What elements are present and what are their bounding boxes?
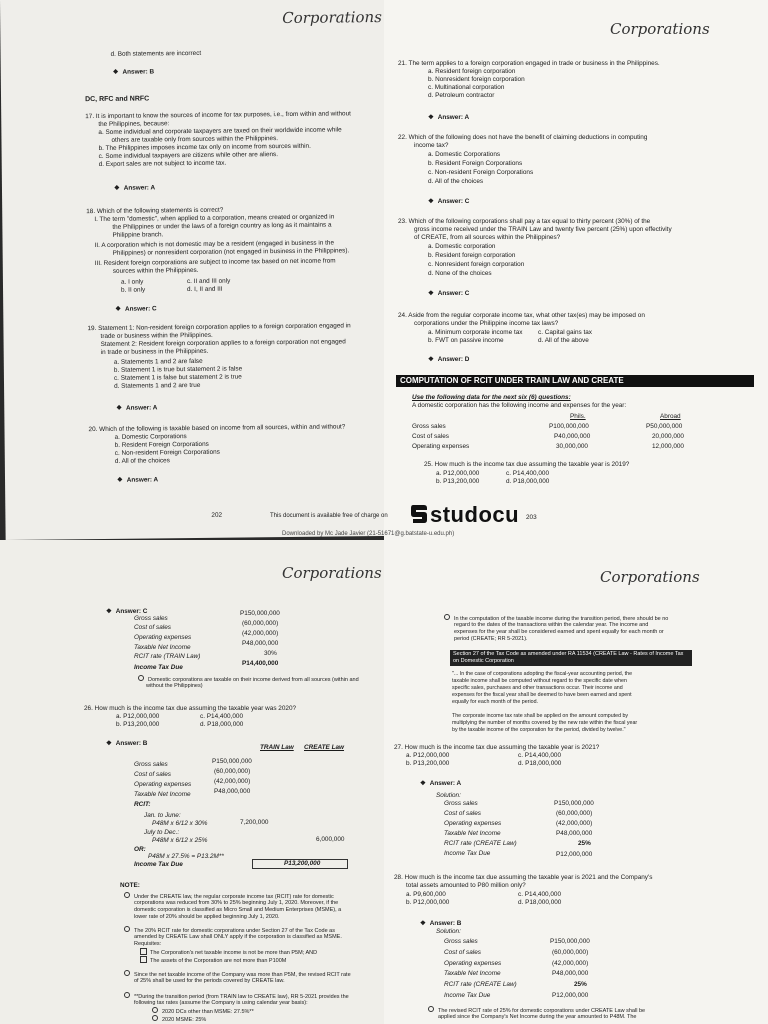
note-text: applied since the Company's Net Income during the year amounted to P48M. The: [438, 1014, 637, 1020]
answer-label: ❖ Answer: B: [106, 740, 148, 747]
answer-label: ❖ Answer: A: [113, 184, 156, 192]
data-intro: Use the following data for the next six (6) questions:: [412, 394, 571, 401]
answer-label: ❖ Answer: A: [116, 404, 158, 412]
download-info: Downloaded by Mc Jade Javier (21-51671@g.batstate-u.edu.ph): [282, 531, 455, 537]
solution-label: Solution:: [436, 792, 461, 799]
page-header: Corporations: [610, 20, 710, 38]
page-header: Corporations: [600, 568, 700, 586]
answer-label: ❖ Answer: B: [420, 920, 462, 927]
note-text: without the Philippines): [146, 683, 203, 689]
section-title: DC, RFC and NRFC: [85, 95, 150, 104]
solution-label: Solution:: [436, 928, 461, 935]
law-band: Section 27 of the Tax Code as amended under RA 11534 (CREATE Law - Rates of Income Tax on Domestic Corporation: [450, 650, 692, 666]
answer-label: ❖ Answer: A: [116, 476, 159, 484]
note-text: The revised RCIT rate of 25% for domestic corporations under CREATE Law shall be: [428, 1006, 645, 1015]
note-text: Domestic corporations are taxable on their income derived from all sources (within and: [138, 675, 359, 684]
studocu-brand[interactable]: studocu: [430, 502, 520, 527]
page-header: Corporations: [282, 564, 382, 582]
answer-label: ❖ Answer: A: [420, 780, 462, 787]
page-205: Corporations In the computation of the taxable income during the transition period, there should be no regard to the dates of the transactions within the calendar year. The income and expenses for the year shall be considered earned and spent equally for each month or period (CREATE; RR 5-2021). Section 27 of the Tax Code as amended under RA 11534 (CREATE Law - Rates of Income Tax on Domestic Corporation "... In the case of corporations adopting the fiscal-year accounting period, the taxable income shall be computed without regard to the specific date when specific sales, purchases and other transactions occur. Their income and expenses for the fiscal year shall be deemed to have been earned and spent equally for each month of the period. The corporate income tax rate shall be applied on the amount computed by multiplying the number of months covered by the new rate within the fiscal year by the taxable income of the corporation for the period, divided by twelve." 27. How much is the income tax due assuming the taxable year is 2021? a. P12,000,000 b. P13,200,000 c. P14,400,000 d. P18,000,000 ❖ Answer: A Solution: Gross sales P150,000,000 Cost of sales (60,000,000) Operating expenses (42,000,000) Taxable Net Income P48,000,000 RCIT rate (CREATE Law) 25% Income Tax Due P12,000,000 28. How much is the income tax due assuming the taxable year is 2021 and the Company's total assets amounted to P80 million only? a. P9,600,000 b. P12,000,000 c. P14,400,000 d. P18,000,000 ❖ Answer: B Solution: Gross sales P150,000,000 Cost of sales (60,000,000) Operating expenses (42,000,000) Taxable Net Income P48,000,000 RCIT rate (CREATE Law) 25% Income Tax Due P12,000,000 The revised RCIT rate of 25% for domestic corporations under CREATE Law shall be applied since the Company's Net Income during the year amounted to P48M. The: [384, 540, 768, 1024]
note-header: NOTE:: [120, 882, 140, 889]
footer-available: This document is available free of charge on: [270, 513, 388, 519]
col-header: Abroad: [660, 413, 681, 420]
option-text: d. Both statements are incorrect: [110, 49, 202, 58]
answer-label: ❖ Answer: B: [112, 68, 155, 76]
page-203: Corporations 21. The term applies to a foreign corporation engaged in trade or business in the Philippines. a. Resident foreign corporation b. Nonresident foreign corporation c. Multinational corporation d. Petroleum contractor ❖ Answer: A 22. Which of the following does not have the benefit of claiming deductions in computing income tax? a. Domestic Corporations b. Resident Foreign Corporations c. Non-resident Foreign Corporations d. All of the choices ❖ Answer: C 23. Which of the following corporations shall pay a tax equal to thirty percent (30%) of the gross income received under the TRAIN Law and twenty five percent (25%) upon effectivity of CREATE, from all sources within the Philippines? a. Domestic corporation b. Resident foreign corporation c. Nonresident foreign corporation d. None of the choices ❖ Answer: C 24. Aside from the regular corporate income tax, what other tax(es) may be imposed on corporations under the Philippine income tax laws? a. Minimum corporate income tax b. FWT on passive income c. Capital gains tax d. All of the above ❖ Answer: D COMPUTATION OF RCIT UNDER TRAIN LAW AND CREATE Use the following data for the next six (6) questions: A domestic corporation has the following income and expenses for the year: Phils. Abroad Gross sales P100,000,000 P50,000,000 Cost of sales P40,000,000 20,000,000 Operating expenses 30,000,000 12,000,000 25. How much is the income tax due assuming the taxable year is 2019? a. P12,000,000 b. P13,200,000 c. P14,400,000 d. P18,000,000 203: [384, 0, 768, 540]
answer-label: ❖ Answer: C: [115, 305, 157, 313]
section-band: COMPUTATION OF RCIT UNDER TRAIN LAW AND CREATE: [396, 375, 754, 387]
studocu-logo-icon: [410, 503, 428, 525]
page-204: Corporations ❖ Answer: C Gross sales P150,000,000 Cost of sales (60,000,000) Operating expenses (42,000,000) Taxable Net Income P48,000,000 RCIT rate (TRAIN Law) 30% Income Tax Due P14,400,000 Domestic corporations are taxable on their income derived from all sources (within and without the Philippines) 26. How much is the income tax due assuming the taxable year was 2020? a. P12,000,000 b. P13,200,000 c. P14,400,000 d. P18,000,000 ❖ Answer: B TRAIN Law CREATE Law Gross sales P150,000,000 Cost of sales (60,000,000) Operating expenses (42,000,000) Taxable Net Income P48,000,000 RCIT: Jan. to June: P48M x 6/12 x 30% 7,200,000 July to Dec.: P48M x 6/12 x 25% 6,000,000 OR: P48M x 27.5% = P13.2M** Income Tax Due P13,200,000 NOTE: Under the CREATE law, the regular corporate income tax (RCIT) rate for domestic corporations was reduced from 30% to 25% beginning July 1, 2020. Moreover, if the domestic corporation is classified as Micro Small and Medium Enterprises (MSME), a lower rate of 20% should be applied beginning July 1, 2020. The 20% RCIT rate for domestic corporations under Section 27 of the Tax Code as amended by CREATE Law shall ONLY apply if the corporation is classified as MSME. Requisites: The Corporation's net taxable income is not be more than P5M; AND The assets of the Corporation are not more than P100M Since the net taxable income of the Company was more than P5M, the revised RCIT rate of 25% shall be used for the periods covered by CREATE law. **During the transition period (from TRAIN law to CREATE law), RR 5-2021 provides the following tax rates (assume the Company is using calendar year basis): 2020 DCs other than MSME: 27.5%** 2020 MSME: 25%: [0, 540, 384, 1024]
page-header: Corporations: [282, 8, 382, 28]
col-header: Phils.: [570, 413, 586, 420]
answer-label: ❖ Answer: D: [428, 356, 470, 363]
answer-label: ❖ Answer: A: [428, 114, 470, 121]
page-202: Corporations d. Both statements are incorrect ❖ Answer: B DC, RFC and NRFC 17. It is important to know the sources of income for tax purposes, i.e., from within and without the Philippines, because: a. Some individual and corporate taxpayers are taxed on their worldwide income while others are taxable only from sources within the Philippines. b. The Philippines imposes income tax only on income from sources within. c. Some individual taxpayers are citizens while other are aliens. d. Export sales are not subject to income tax. ❖ Answer: A 18. Which of the following statements is correct? I. The term "domestic", when applied to a corporation, means created or organized in the Philippines or under the laws of a foreign country as long as it maintains a Philippine branch. II. A corporation which is not domestic may be a resident (engaged in business in the Philippines) or nonresident corporation (not engaged in business in the Philippines). III. Resident foreign corporations are subject to income tax based on net income from sources within the Philippines. a. I only b. II only c. II and III only d. I, II and III ❖ Answer: C 19. Statement 1: Non-resident foreign corporation applies to a foreign corporation engaged in trade or business within the Philippines. Statement 2: Resident foreign corporation applies to a foreign corporation not engaged in trade or business in the Philippines. a. Statements 1 and 2 are false b. Statement 1 is true but statement 2 is false c. Statement 1 is false but statement 2 is true d. Statements 1 and 2 are true ❖ Answer: A 20. Which of the following is taxable based on income from all sources, within and without? a. Domestic Corporations b. Resident Foreign Corporations c. Non-resident Foreign Corporations d. All of the choices ❖ Answer: A 202: [0, 0, 390, 540]
page-number: 202: [211, 511, 223, 519]
answer-label: ❖ Answer: C: [428, 198, 470, 205]
data-intro-text: A domestic corporation has the following income and expenses for the year:: [412, 402, 627, 409]
answer-label: ❖ Answer: C: [106, 608, 148, 615]
page-number: 203: [526, 514, 537, 521]
answer-label: ❖ Answer: C: [428, 290, 470, 297]
